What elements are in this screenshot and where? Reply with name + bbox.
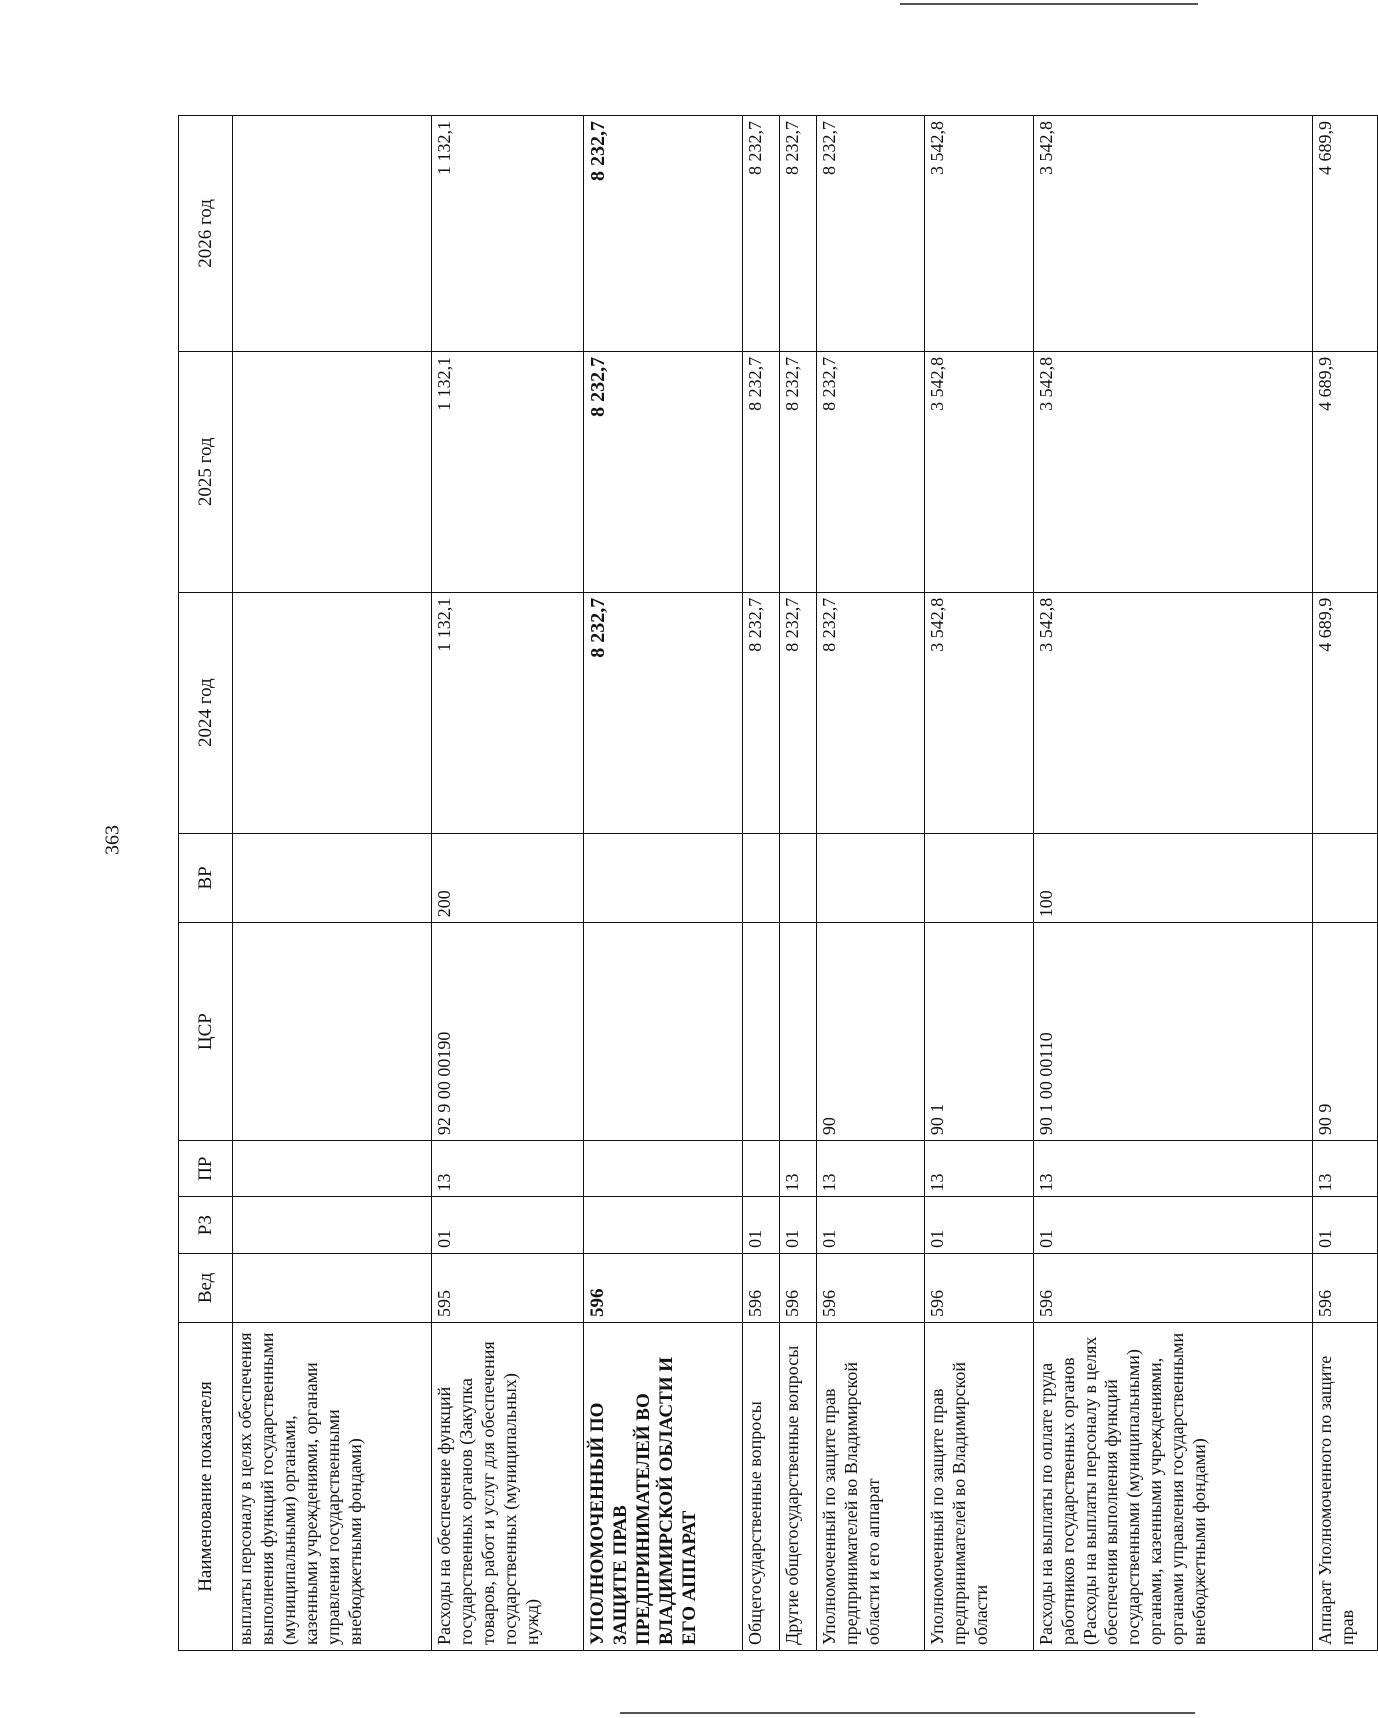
row-rz: 01 xyxy=(432,1197,583,1253)
row-csr: 90 1 xyxy=(925,923,1033,1141)
row-rz: 01 xyxy=(925,1197,1033,1253)
row-csr xyxy=(233,923,432,1141)
row-ved: 596 xyxy=(743,1253,780,1322)
row-pr: 13 xyxy=(1313,1141,1378,1197)
table-row xyxy=(233,116,432,1651)
row-rz: 01 xyxy=(780,1197,817,1253)
row-value-2024: 8 232,7 xyxy=(583,592,743,833)
row-value-2025: 8 232,7 xyxy=(743,351,780,592)
row-value-2025: 8 232,7 xyxy=(817,351,925,592)
row-pr: 13 xyxy=(1033,1141,1313,1197)
row-name: Аппарат Уполномоченного по защите прав xyxy=(1313,1323,1378,1651)
header-2026: 2026 год xyxy=(179,116,233,352)
row-name: Другие общегосударственные вопросы xyxy=(780,1323,817,1651)
row-rz: 01 xyxy=(817,1197,925,1253)
row-value-2025: 8 232,7 xyxy=(583,351,743,592)
header-ved: Вед xyxy=(179,1253,233,1322)
row-ved: 596 xyxy=(1033,1253,1313,1322)
row-pr: 13 xyxy=(925,1141,1033,1197)
row-ved: 596 xyxy=(780,1253,817,1322)
header-2025: 2025 год xyxy=(179,351,233,592)
row-ved xyxy=(233,1253,432,1322)
table-row xyxy=(1313,116,1378,1651)
scan-border-bottom xyxy=(620,1712,1195,1714)
row-value-2026: 8 232,7 xyxy=(583,116,743,352)
row-value-2025 xyxy=(233,351,432,592)
table-row xyxy=(583,116,743,1651)
row-pr: 13 xyxy=(432,1141,583,1197)
row-vr xyxy=(817,833,925,923)
table-header-row xyxy=(179,116,233,1651)
row-ved: 596 xyxy=(1313,1253,1378,1322)
header-vr: ВР xyxy=(179,833,233,923)
header-rz: РЗ xyxy=(179,1197,233,1253)
row-csr xyxy=(780,923,817,1141)
row-pr xyxy=(583,1141,743,1197)
table-row xyxy=(1033,116,1313,1651)
header-name: Наименование показателя xyxy=(179,1323,233,1651)
row-csr xyxy=(743,923,780,1141)
row-vr xyxy=(925,833,1033,923)
row-value-2025: 4 689,9 xyxy=(1313,351,1378,592)
row-csr xyxy=(583,923,743,1141)
row-pr: 13 xyxy=(780,1141,817,1197)
row-rz xyxy=(583,1197,743,1253)
row-value-2026: 3 542,8 xyxy=(925,116,1033,352)
row-csr: 90 1 00 00110 xyxy=(1033,923,1313,1141)
row-value-2026: 4 689,9 xyxy=(1313,116,1378,352)
row-pr: 13 xyxy=(817,1141,925,1197)
row-name: Расходы на выплаты по оплате труда работников государственных органов (Расходы на выплаты персоналу в целях обеспечения выполнения функций государственными (муниципальными) органами, казенными учреждениями, органами управления государственными внебюджетными фондами) xyxy=(1033,1323,1313,1651)
row-value-2025: 8 232,7 xyxy=(780,351,817,592)
row-ved: 596 xyxy=(925,1253,1033,1322)
scan-border-top xyxy=(900,3,1198,5)
row-value-2024: 3 542,8 xyxy=(1033,592,1313,833)
row-ved: 596 xyxy=(817,1253,925,1322)
row-vr: 200 xyxy=(432,833,583,923)
row-ved: 596 xyxy=(583,1253,743,1322)
row-csr: 90 xyxy=(817,923,925,1141)
row-csr: 90 9 xyxy=(1313,923,1378,1141)
row-value-2025: 1 132,1 xyxy=(432,351,583,592)
row-value-2026: 8 232,7 xyxy=(743,116,780,352)
row-vr xyxy=(233,833,432,923)
row-csr: 92 9 00 00190 xyxy=(432,923,583,1141)
row-name: выплаты персоналу в целях обеспечения выполнения функций государственными (муниципальными) органами, казенными учреждениями, органами управления государственными внебюджетными фондами) xyxy=(233,1323,432,1651)
row-ved: 595 xyxy=(432,1253,583,1322)
row-value-2024: 1 132,1 xyxy=(432,592,583,833)
header-2024: 2024 год xyxy=(179,592,233,833)
row-vr xyxy=(583,833,743,923)
row-value-2024: 8 232,7 xyxy=(817,592,925,833)
row-pr xyxy=(743,1141,780,1197)
row-rz xyxy=(233,1197,432,1253)
table-row xyxy=(925,116,1033,1651)
row-rz: 01 xyxy=(1313,1197,1378,1253)
row-name: УПОЛНОМОЧЕННЫЙ ПО ЗАЩИТЕ ПРАВ ПРЕДПРИНИМАТЕЛЕЙ ВО ВЛАДИМИРСКОЙ ОБЛАСТИ И ЕГО АППАРАТ xyxy=(583,1323,743,1651)
row-value-2024: 8 232,7 xyxy=(743,592,780,833)
budget-table xyxy=(178,115,1378,1651)
row-value-2026: 8 232,7 xyxy=(817,116,925,352)
row-vr: 100 xyxy=(1033,833,1313,923)
page-number: 363 xyxy=(101,825,124,855)
row-value-2026: 3 542,8 xyxy=(1033,116,1313,352)
row-name: Уполномоченный по защите прав предпринимателей во Владимирской области xyxy=(925,1323,1033,1651)
row-value-2026: 1 132,1 xyxy=(432,116,583,352)
row-value-2024: 4 689,9 xyxy=(1313,592,1378,833)
row-rz: 01 xyxy=(743,1197,780,1253)
row-value-2024: 8 232,7 xyxy=(780,592,817,833)
row-value-2024 xyxy=(233,592,432,833)
row-value-2025: 3 542,8 xyxy=(1033,351,1313,592)
row-value-2026: 8 232,7 xyxy=(780,116,817,352)
row-vr xyxy=(743,833,780,923)
row-value-2025: 3 542,8 xyxy=(925,351,1033,592)
header-pr: ПР xyxy=(179,1141,233,1197)
header-csr: ЦСР xyxy=(179,923,233,1141)
table-row xyxy=(780,116,817,1651)
row-vr xyxy=(780,833,817,923)
row-name: Уполномоченный по защите прав предпринимателей во Владимирской области и его аппарат xyxy=(817,1323,925,1651)
row-vr xyxy=(1313,833,1378,923)
row-pr xyxy=(233,1141,432,1197)
row-rz: 01 xyxy=(1033,1197,1313,1253)
table-row xyxy=(432,116,583,1651)
row-name: Общегосударственные вопросы xyxy=(743,1323,780,1651)
rotated-table-sheet xyxy=(178,115,1378,1651)
table-row xyxy=(817,116,925,1651)
row-value-2026 xyxy=(233,116,432,352)
row-value-2024: 3 542,8 xyxy=(925,592,1033,833)
table-row xyxy=(743,116,780,1651)
row-name: Расходы на обеспечение функций государственных органов (Закупка товаров, работ и услуг для обеспечения государственных (муниципальных) нужд) xyxy=(432,1323,583,1651)
